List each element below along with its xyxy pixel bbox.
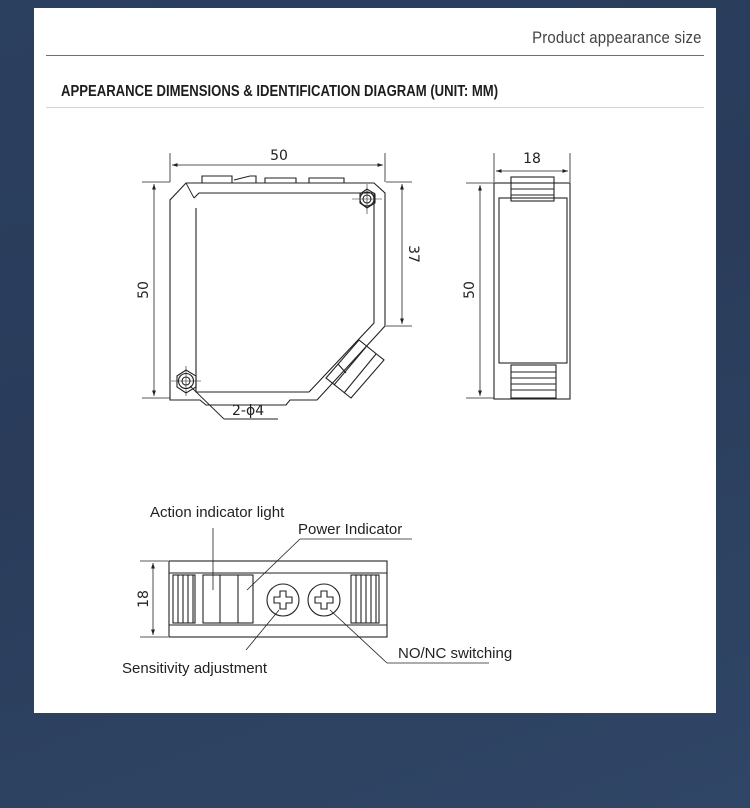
front-height-dimension: 50 — [136, 281, 152, 299]
front-width-dimension: 50 — [270, 148, 288, 164]
side-width-dimension: 18 — [523, 151, 541, 167]
no-nc-switching-label: NO/NC switching — [398, 645, 513, 662]
side-height-dimension: 50 — [462, 281, 478, 299]
hole-dimension-label: 2-ϕ4 — [232, 403, 265, 419]
page-title: Product appearance size — [532, 28, 702, 47]
top-view — [140, 528, 489, 663]
front-right-height-dimension: 37 — [405, 245, 421, 263]
front-view — [142, 153, 412, 419]
side-view — [466, 153, 570, 399]
action-indicator-label: Action indicator light — [150, 504, 285, 521]
section-title: APPEARANCE DIMENSIONS & IDENTIFICATION DIAGRAM (UNIT: MM) — [61, 83, 499, 100]
sensitivity-adjustment-label: Sensitivity adjustment — [122, 660, 268, 677]
technical-drawing — [34, 8, 716, 713]
power-indicator-label: Power Indicator — [298, 521, 403, 538]
top-view-height-dimension: 18 — [136, 590, 152, 608]
content-card — [34, 8, 716, 713]
